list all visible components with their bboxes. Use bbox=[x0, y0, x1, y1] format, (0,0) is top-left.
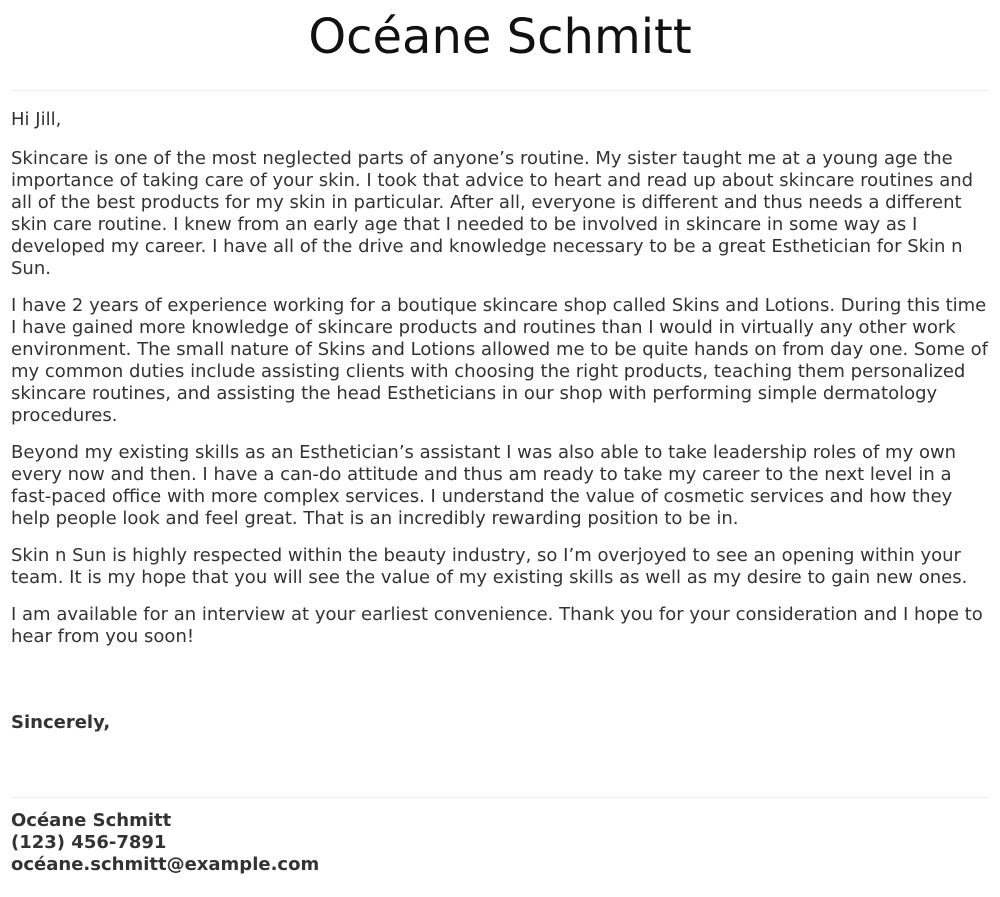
paragraph-skills: Beyond my existing skills as an Esthetician’s assistant I was also able to take leadership roles of my own every now and then. I have a can-do attitude and thus am ready to take my career to the next level in a fast-paced office with more complex services. I understand the value of cosmetic services and how they help people look and feel great. That is an incredibly rewarding position to be in. bbox=[11, 442, 957, 529]
signature-email: océane.schmitt@example.com bbox=[11, 854, 320, 875]
paragraph-intro: Skincare is one of the most neglected parts of anyone’s routine. My sister taught me at a young age the importance of taking care of your skin. I took that advice to heart and read up about skincare routines and all of the best products for my skin in particular. After all, everyone is different and thus needs a different skin care routine. I knew from an early age that I needed to be involved in skincare in some way as I developed my career. I have all of the drive and knowledge necessary to be a great Esthetician for Skin n Sun. bbox=[11, 148, 974, 279]
closing-line: Sincerely, bbox=[11, 712, 111, 733]
paragraph-experience: I have 2 years of experience working for a boutique skincare shop called Skins and Lotions. During this time I have gained more knowledge of skincare products and routines than I would in virtually any other work environment. The small nature of Skins and Lotions allowed me to be quite hands on from day one. Some of my common duties include assisting clients with choosing the right products, teaching them personalized skincare routines, and assisting the head Estheticians in our shop with performing simple dermatology procedures. bbox=[11, 295, 989, 426]
paragraph-motivation: Skin n Sun is highly respected within the beauty industry, so I’m overjoyed to see an opening within your team. It is my hope that you will see the value of my existing skills as well as my desire to gain new ones. bbox=[11, 545, 968, 588]
header-divider bbox=[11, 90, 989, 91]
signature-phone: (123) 456-7891 bbox=[11, 832, 167, 853]
letter-body bbox=[11, 109, 996, 663]
salutation: Hi Jill, bbox=[11, 109, 62, 130]
paragraph-closing: I am available for an interview at your earliest convenience. Thank you for your consideration and I hope to hear from you soon! bbox=[11, 604, 983, 647]
page-title: Océane Schmitt bbox=[308, 9, 692, 65]
signature-block bbox=[11, 810, 319, 876]
signature-name: Océane Schmitt bbox=[11, 810, 172, 831]
signature-divider bbox=[11, 797, 989, 798]
